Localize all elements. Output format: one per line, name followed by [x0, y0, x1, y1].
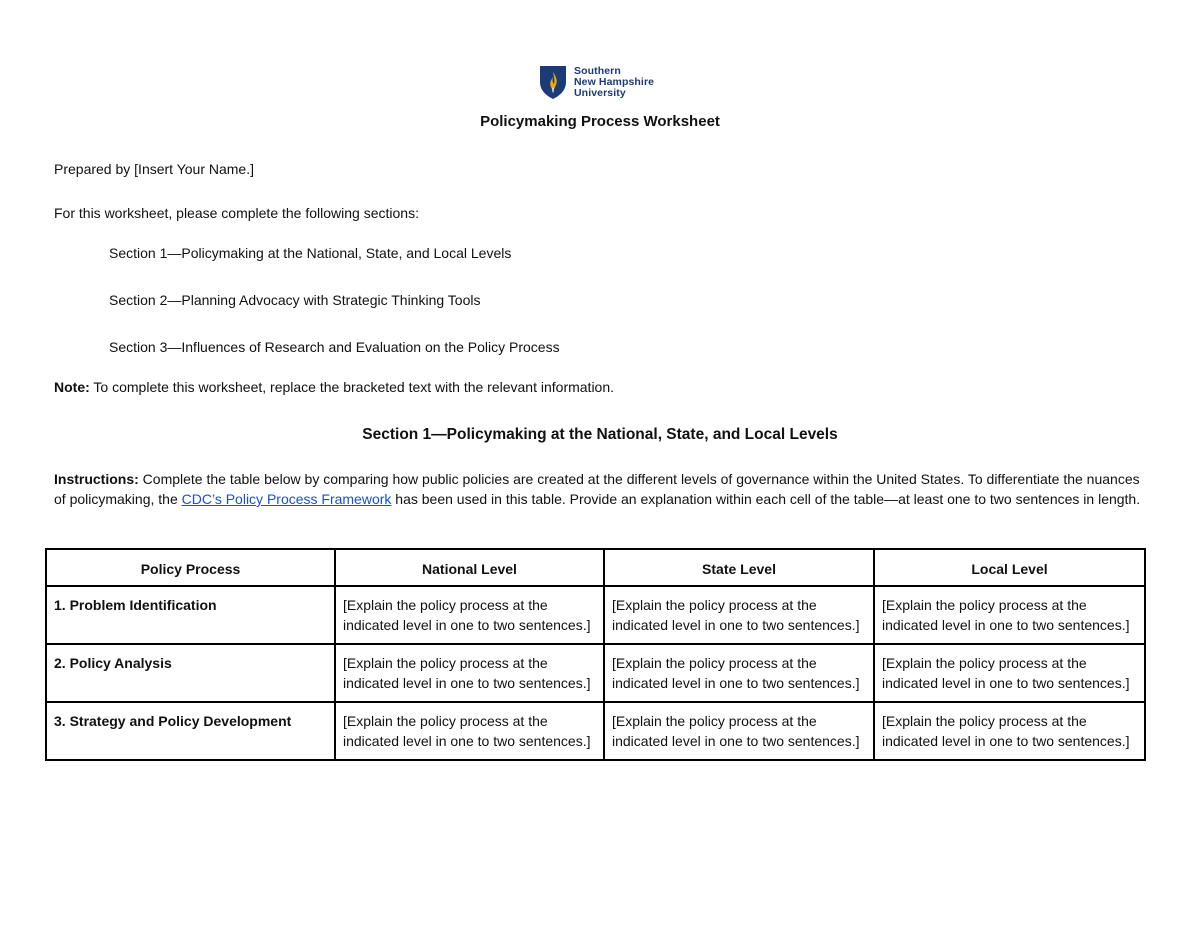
table-cell[interactable]: [Explain the policy process at the indicated level in one to two sentences.]: [335, 586, 604, 644]
university-name: [574, 66, 654, 99]
section-list-item-3: Section 3—Influences of Research and Evaluation on the Policy Process: [109, 339, 560, 355]
table-cell[interactable]: [Explain the policy process at the indicated level in one to two sentences.]: [874, 644, 1145, 702]
row-label: 2. Policy Analysis: [46, 644, 335, 702]
intro-text: For this worksheet, please complete the following sections:: [54, 205, 419, 221]
table-cell[interactable]: [Explain the policy process at the indicated level in one to two sentences.]: [604, 586, 874, 644]
instructions-text-2: has been used in this table. Provide an explanation within each cell of the table—at least one to two sentences in length.: [391, 491, 1141, 507]
header-state-level: State Level: [604, 549, 874, 586]
header-local-level: Local Level: [874, 549, 1145, 586]
logo-line-2: New Hampshire: [574, 75, 655, 88]
section-list-item-2: Section 2—Planning Advocacy with Strategic Thinking Tools: [109, 292, 481, 308]
logo-line-1: Southern: [574, 64, 621, 77]
table-cell[interactable]: [Explain the policy process at the indicated level in one to two sentences.]: [335, 644, 604, 702]
table-cell[interactable]: [Explain the policy process at the indicated level in one to two sentences.]: [604, 702, 874, 760]
table-row: [46, 702, 1145, 760]
logo-line-3: University: [574, 86, 626, 99]
university-logo: [538, 64, 654, 100]
prepared-by[interactable]: Prepared by [Insert Your Name.]: [54, 161, 254, 177]
section-1-heading: Section 1—Policymaking at the National, State, and Local Levels: [362, 426, 838, 443]
note-text: To complete this worksheet, replace the bracketed text with the relevant information.: [89, 379, 615, 395]
table-cell[interactable]: [Explain the policy process at the indicated level in one to two sentences.]: [874, 702, 1145, 760]
instructions: [54, 469, 1144, 509]
shield-flame-icon: [538, 64, 568, 100]
policy-process-table: [45, 548, 1146, 761]
table-cell[interactable]: [Explain the policy process at the indicated level in one to two sentences.]: [335, 702, 604, 760]
header-national-level: National Level: [335, 549, 604, 586]
instructions-label: Instructions:: [54, 471, 139, 487]
table-header-row: [46, 549, 1145, 586]
row-label: 3. Strategy and Policy Development: [46, 702, 335, 760]
note: [54, 377, 614, 397]
table-cell[interactable]: [Explain the policy process at the indicated level in one to two sentences.]: [604, 644, 874, 702]
header-policy-process: Policy Process: [46, 549, 335, 586]
table-cell[interactable]: [Explain the policy process at the indicated level in one to two sentences.]: [874, 586, 1145, 644]
cdc-framework-link[interactable]: CDC’s Policy Process Framework: [181, 491, 392, 507]
instructions-text-1: Complete the table below by comparing how public policies are created at the different levels of governance within the United States. To differentiate the nuances of policymaking, the: [54, 471, 1140, 507]
section-list-item-1: Section 1—Policymaking at the National, State, and Local Levels: [109, 245, 512, 261]
page-title: Policymaking Process Worksheet: [480, 113, 720, 130]
note-label: Note:: [54, 379, 90, 395]
row-label: 1. Problem Identification: [46, 586, 335, 644]
table-row: [46, 644, 1145, 702]
table-row: [46, 586, 1145, 644]
